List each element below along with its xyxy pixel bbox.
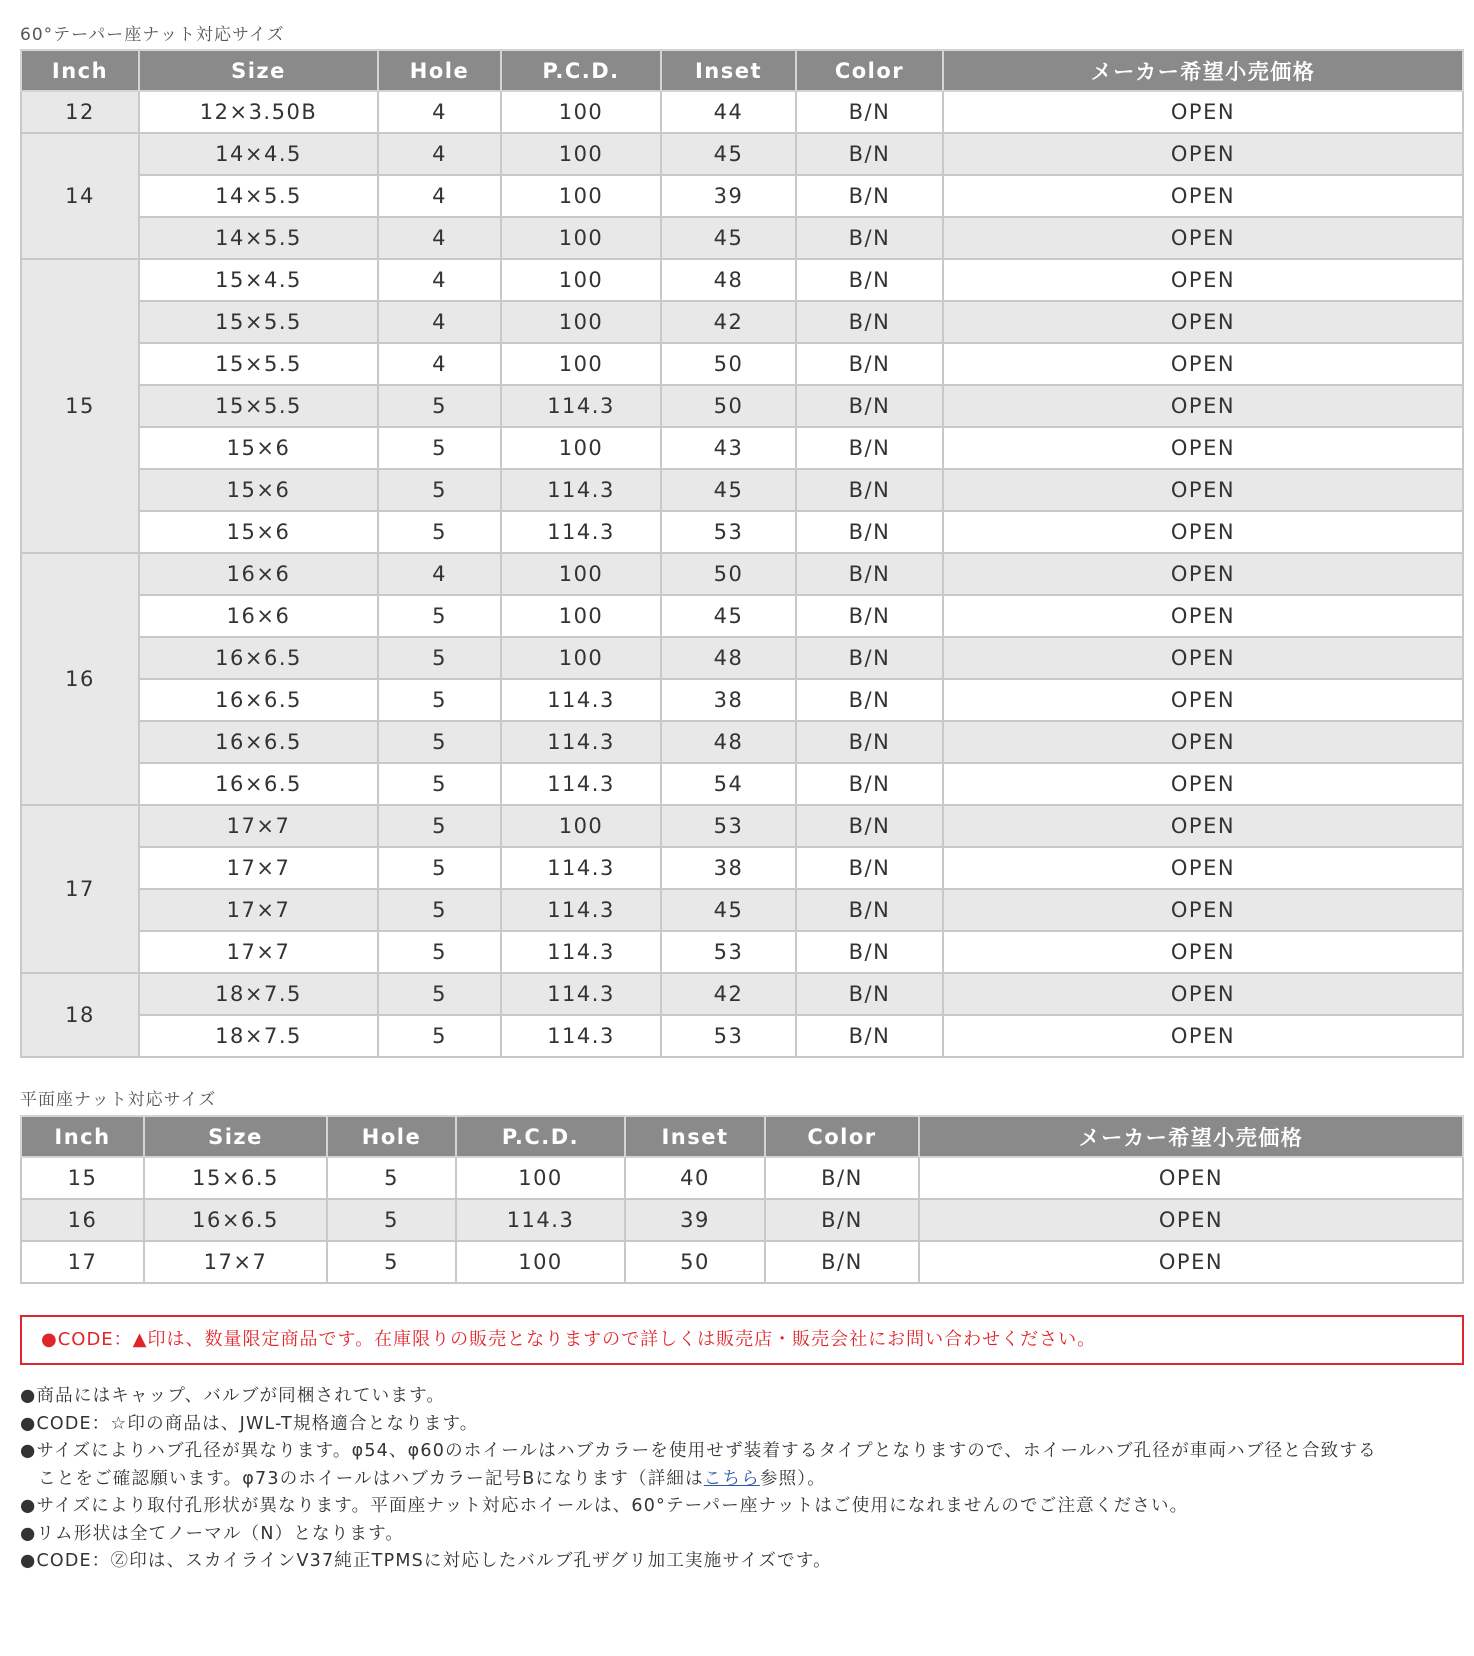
cell-pcd: 100 bbox=[501, 637, 661, 679]
cell-price: OPEN bbox=[943, 91, 1463, 133]
cell-size: 12×3.50B bbox=[139, 91, 378, 133]
cell-inch: 14 bbox=[21, 133, 139, 259]
table-row bbox=[21, 679, 1463, 721]
cell-color: B/N bbox=[796, 301, 943, 343]
table-row bbox=[21, 259, 1463, 301]
cell-pcd: 100 bbox=[501, 175, 661, 217]
note-text: ことをご確認願います。φ73のホイールはハブカラー記号Bになります（詳細は bbox=[38, 1468, 704, 1489]
table-row bbox=[21, 931, 1463, 973]
cell-inset: 42 bbox=[661, 973, 796, 1015]
table-row bbox=[21, 91, 1463, 133]
table-row bbox=[21, 427, 1463, 469]
cell-price: OPEN bbox=[943, 931, 1463, 973]
cell-inch: 16 bbox=[21, 553, 139, 805]
cell-color: B/N bbox=[796, 931, 943, 973]
cell-price: OPEN bbox=[943, 343, 1463, 385]
cell-inset: 48 bbox=[661, 721, 796, 763]
cell-hole: 5 bbox=[378, 973, 501, 1015]
table-row bbox=[21, 133, 1463, 175]
table-header-row bbox=[21, 1116, 1463, 1157]
cell-size: 17×7 bbox=[139, 805, 378, 847]
cell-inset: 40 bbox=[625, 1157, 765, 1199]
cell-color: B/N bbox=[796, 427, 943, 469]
cell-hole: 5 bbox=[378, 889, 501, 931]
cell-hole: 5 bbox=[378, 805, 501, 847]
cell-inset: 54 bbox=[661, 763, 796, 805]
flat-nut-size-table bbox=[20, 1115, 1464, 1284]
note-item: ●サイズによりハブ孔径が異なります。φ54、φ60のホイールはハブカラーを使用せず装着するタイプとなりますので、ホイールハブ孔径が車両ハブ径と合致する bbox=[20, 1441, 1377, 1461]
cell-color: B/N bbox=[796, 343, 943, 385]
cell-hole: 5 bbox=[378, 427, 501, 469]
cell-size: 15×4.5 bbox=[139, 259, 378, 301]
cell-color: B/N bbox=[796, 805, 943, 847]
cell-inch: 12 bbox=[21, 91, 139, 133]
table-row bbox=[21, 511, 1463, 553]
cell-color: B/N bbox=[796, 91, 943, 133]
table-row bbox=[21, 637, 1463, 679]
table-header-row bbox=[21, 50, 1463, 91]
cell-hole: 5 bbox=[378, 511, 501, 553]
cell-pcd: 100 bbox=[501, 427, 661, 469]
header-pcd: P.C.D. bbox=[456, 1116, 625, 1157]
cell-pcd: 100 bbox=[501, 301, 661, 343]
cell-price: OPEN bbox=[943, 301, 1463, 343]
cell-hole: 4 bbox=[378, 133, 501, 175]
table-row bbox=[21, 1157, 1463, 1199]
cell-inset: 39 bbox=[661, 175, 796, 217]
cell-inset: 53 bbox=[661, 511, 796, 553]
cell-hole: 4 bbox=[378, 175, 501, 217]
cell-hole: 5 bbox=[378, 469, 501, 511]
cell-inset: 45 bbox=[661, 889, 796, 931]
cell-price: OPEN bbox=[943, 973, 1463, 1015]
cell-size: 16×6.5 bbox=[139, 721, 378, 763]
cell-size: 14×5.5 bbox=[139, 217, 378, 259]
cell-color: B/N bbox=[796, 1015, 943, 1057]
cell-color: B/N bbox=[796, 637, 943, 679]
details-link[interactable]: こちら bbox=[703, 1468, 760, 1489]
cell-price: OPEN bbox=[943, 217, 1463, 259]
cell-color: B/N bbox=[796, 721, 943, 763]
cell-color: B/N bbox=[796, 553, 943, 595]
cell-hole: 5 bbox=[378, 385, 501, 427]
cell-inch: 16 bbox=[21, 1199, 144, 1241]
cell-inset: 53 bbox=[661, 805, 796, 847]
cell-price: OPEN bbox=[943, 721, 1463, 763]
cell-price: OPEN bbox=[943, 175, 1463, 217]
table-row bbox=[21, 175, 1463, 217]
cell-pcd: 114.3 bbox=[501, 721, 661, 763]
table-row bbox=[21, 805, 1463, 847]
cell-hole: 4 bbox=[378, 343, 501, 385]
taper-nut-size-table bbox=[20, 49, 1464, 1058]
cell-pcd: 100 bbox=[501, 217, 661, 259]
cell-size: 16×6 bbox=[139, 595, 378, 637]
cell-color: B/N bbox=[796, 889, 943, 931]
cell-hole: 5 bbox=[327, 1241, 456, 1283]
cell-hole: 5 bbox=[378, 931, 501, 973]
cell-color: B/N bbox=[796, 133, 943, 175]
header-inch: Inch bbox=[21, 1116, 144, 1157]
cell-color: B/N bbox=[796, 595, 943, 637]
table-row bbox=[21, 1241, 1463, 1283]
cell-inch: 15 bbox=[21, 1157, 144, 1199]
cell-inch: 15 bbox=[21, 259, 139, 553]
note-item: ●CODE：Ⓩ印は、スカイラインV37純正TPMSに対応したバルブ孔ザグリ加工実施サイズです。 bbox=[20, 1551, 832, 1571]
header-price: メーカー希望小売価格 bbox=[919, 1116, 1463, 1157]
header-price: メーカー希望小売価格 bbox=[943, 50, 1463, 91]
table-row bbox=[21, 595, 1463, 637]
cell-price: OPEN bbox=[943, 679, 1463, 721]
cell-pcd: 114.3 bbox=[501, 1015, 661, 1057]
cell-size: 16×6.5 bbox=[139, 637, 378, 679]
cell-color: B/N bbox=[765, 1199, 919, 1241]
cell-hole: 4 bbox=[378, 553, 501, 595]
cell-size: 15×6 bbox=[139, 469, 378, 511]
table-row bbox=[21, 553, 1463, 595]
cell-pcd: 114.3 bbox=[501, 847, 661, 889]
cell-price: OPEN bbox=[943, 385, 1463, 427]
cell-inch: 18 bbox=[21, 973, 139, 1057]
note-text: 参照）。 bbox=[759, 1468, 826, 1489]
cell-color: B/N bbox=[796, 763, 943, 805]
cell-price: OPEN bbox=[943, 847, 1463, 889]
cell-size: 14×4.5 bbox=[139, 133, 378, 175]
cell-hole: 5 bbox=[378, 679, 501, 721]
cell-color: B/N bbox=[765, 1241, 919, 1283]
cell-inset: 53 bbox=[661, 1015, 796, 1057]
cell-size: 14×5.5 bbox=[139, 175, 378, 217]
header-pcd: P.C.D. bbox=[501, 50, 661, 91]
cell-hole: 5 bbox=[378, 763, 501, 805]
cell-pcd: 114.3 bbox=[501, 385, 661, 427]
page-content bbox=[20, 0, 1464, 1576]
cell-pcd: 100 bbox=[501, 805, 661, 847]
cell-color: B/N bbox=[796, 847, 943, 889]
cell-size: 18×7.5 bbox=[139, 1015, 378, 1057]
cell-inset: 44 bbox=[661, 91, 796, 133]
cell-size: 15×6.5 bbox=[144, 1157, 327, 1199]
cell-inch: 17 bbox=[21, 1241, 144, 1283]
cell-size: 17×7 bbox=[139, 931, 378, 973]
cell-color: B/N bbox=[796, 679, 943, 721]
cell-size: 17×7 bbox=[144, 1241, 327, 1283]
cell-size: 16×6.5 bbox=[144, 1199, 327, 1241]
cell-inset: 39 bbox=[625, 1199, 765, 1241]
note-item: ●CODE：☆印の商品は、JWL-T規格適合となります。 bbox=[20, 1413, 479, 1434]
cell-pcd: 114.3 bbox=[501, 469, 661, 511]
table-row bbox=[21, 847, 1463, 889]
cell-price: OPEN bbox=[943, 889, 1463, 931]
cell-price: OPEN bbox=[943, 637, 1463, 679]
header-inset: Inset bbox=[625, 1116, 765, 1157]
cell-color: B/N bbox=[796, 469, 943, 511]
cell-size: 15×6 bbox=[139, 511, 378, 553]
table-row bbox=[21, 973, 1463, 1015]
cell-hole: 4 bbox=[378, 259, 501, 301]
cell-pcd: 100 bbox=[501, 259, 661, 301]
cell-color: B/N bbox=[796, 175, 943, 217]
cell-hole: 5 bbox=[378, 637, 501, 679]
cell-pcd: 114.3 bbox=[501, 511, 661, 553]
cell-inch: 17 bbox=[21, 805, 139, 973]
cell-inset: 38 bbox=[661, 679, 796, 721]
cell-price: OPEN bbox=[919, 1199, 1463, 1241]
cell-size: 17×7 bbox=[139, 889, 378, 931]
cell-pcd: 100 bbox=[501, 595, 661, 637]
cell-size: 15×6 bbox=[139, 427, 378, 469]
cell-inset: 50 bbox=[661, 553, 796, 595]
cell-inset: 45 bbox=[661, 595, 796, 637]
table-row bbox=[21, 469, 1463, 511]
cell-inset: 50 bbox=[661, 385, 796, 427]
cell-price: OPEN bbox=[943, 133, 1463, 175]
cell-color: B/N bbox=[765, 1157, 919, 1199]
cell-inset: 43 bbox=[661, 427, 796, 469]
table-row bbox=[21, 721, 1463, 763]
cell-price: OPEN bbox=[943, 805, 1463, 847]
cell-hole: 4 bbox=[378, 301, 501, 343]
header-size: Size bbox=[139, 50, 378, 91]
note-item-continued bbox=[20, 1466, 1464, 1494]
header-color: Color bbox=[796, 50, 943, 91]
cell-inset: 50 bbox=[661, 343, 796, 385]
cell-pcd: 100 bbox=[501, 133, 661, 175]
cell-hole: 5 bbox=[327, 1157, 456, 1199]
cell-pcd: 114.3 bbox=[501, 763, 661, 805]
cell-size: 15×5.5 bbox=[139, 385, 378, 427]
cell-inset: 48 bbox=[661, 259, 796, 301]
cell-size: 16×6.5 bbox=[139, 679, 378, 721]
header-hole: Hole bbox=[327, 1116, 456, 1157]
cell-hole: 4 bbox=[378, 91, 501, 133]
table2-caption: 平面座ナット対応サイズ bbox=[20, 1090, 217, 1110]
cell-price: OPEN bbox=[943, 595, 1463, 637]
header-inset: Inset bbox=[661, 50, 796, 91]
cell-pcd: 114.3 bbox=[456, 1199, 625, 1241]
cell-inset: 45 bbox=[661, 133, 796, 175]
cell-color: B/N bbox=[796, 511, 943, 553]
cell-price: OPEN bbox=[919, 1241, 1463, 1283]
cell-pcd: 114.3 bbox=[501, 973, 661, 1015]
table-row bbox=[21, 889, 1463, 931]
table-row bbox=[21, 763, 1463, 805]
cell-color: B/N bbox=[796, 217, 943, 259]
cell-color: B/N bbox=[796, 973, 943, 1015]
cell-hole: 4 bbox=[378, 217, 501, 259]
note-item: ●商品にはキャップ、バルブが同梱されています。 bbox=[20, 1386, 446, 1406]
cell-size: 16×6 bbox=[139, 553, 378, 595]
cell-pcd: 100 bbox=[501, 343, 661, 385]
cell-inset: 45 bbox=[661, 469, 796, 511]
table-row bbox=[21, 1015, 1463, 1057]
header-size: Size bbox=[144, 1116, 327, 1157]
cell-pcd: 100 bbox=[501, 91, 661, 133]
cell-size: 15×5.5 bbox=[139, 343, 378, 385]
table-row bbox=[21, 301, 1463, 343]
cell-price: OPEN bbox=[943, 763, 1463, 805]
cell-pcd: 114.3 bbox=[501, 679, 661, 721]
cell-pcd: 100 bbox=[456, 1241, 625, 1283]
table1-caption: 60°テーパー座ナット対応サイズ bbox=[20, 25, 285, 45]
cell-inset: 45 bbox=[661, 217, 796, 259]
cell-pcd: 100 bbox=[456, 1157, 625, 1199]
cell-pcd: 114.3 bbox=[501, 889, 661, 931]
cell-pcd: 114.3 bbox=[501, 931, 661, 973]
cell-hole: 5 bbox=[378, 1015, 501, 1057]
cell-hole: 5 bbox=[378, 847, 501, 889]
cell-price: OPEN bbox=[919, 1157, 1463, 1199]
header-hole: Hole bbox=[378, 50, 501, 91]
cell-inset: 50 bbox=[625, 1241, 765, 1283]
limited-stock-warning: ●CODE：▲印は、数量限定商品です。在庫限りの販売となりますので詳しくは販売店・販売会社にお問い合わせください。 bbox=[20, 1315, 1464, 1365]
cell-price: OPEN bbox=[943, 511, 1463, 553]
header-inch: Inch bbox=[21, 50, 139, 91]
cell-size: 16×6.5 bbox=[139, 763, 378, 805]
cell-hole: 5 bbox=[378, 721, 501, 763]
cell-price: OPEN bbox=[943, 469, 1463, 511]
cell-size: 17×7 bbox=[139, 847, 378, 889]
cell-color: B/N bbox=[796, 259, 943, 301]
cell-hole: 5 bbox=[327, 1199, 456, 1241]
cell-inset: 42 bbox=[661, 301, 796, 343]
cell-pcd: 100 bbox=[501, 553, 661, 595]
notes-list bbox=[20, 1383, 1464, 1576]
note-item: ●サイズにより取付孔形状が異なります。平面座ナット対応ホイールは、60°テーパー座ナットはご使用になれませんのでご注意ください。 bbox=[20, 1496, 1189, 1516]
cell-price: OPEN bbox=[943, 259, 1463, 301]
cell-inset: 38 bbox=[661, 847, 796, 889]
cell-price: OPEN bbox=[943, 1015, 1463, 1057]
cell-size: 18×7.5 bbox=[139, 973, 378, 1015]
cell-hole: 5 bbox=[378, 595, 501, 637]
header-color: Color bbox=[765, 1116, 919, 1157]
cell-price: OPEN bbox=[943, 553, 1463, 595]
cell-color: B/N bbox=[796, 385, 943, 427]
cell-inset: 53 bbox=[661, 931, 796, 973]
table-row bbox=[21, 343, 1463, 385]
table-row bbox=[21, 385, 1463, 427]
note-item: ●リム形状は全てノーマル（N）となります。 bbox=[20, 1523, 405, 1544]
table-row bbox=[21, 217, 1463, 259]
table-row bbox=[21, 1199, 1463, 1241]
cell-inset: 48 bbox=[661, 637, 796, 679]
cell-price: OPEN bbox=[943, 427, 1463, 469]
cell-size: 15×5.5 bbox=[139, 301, 378, 343]
